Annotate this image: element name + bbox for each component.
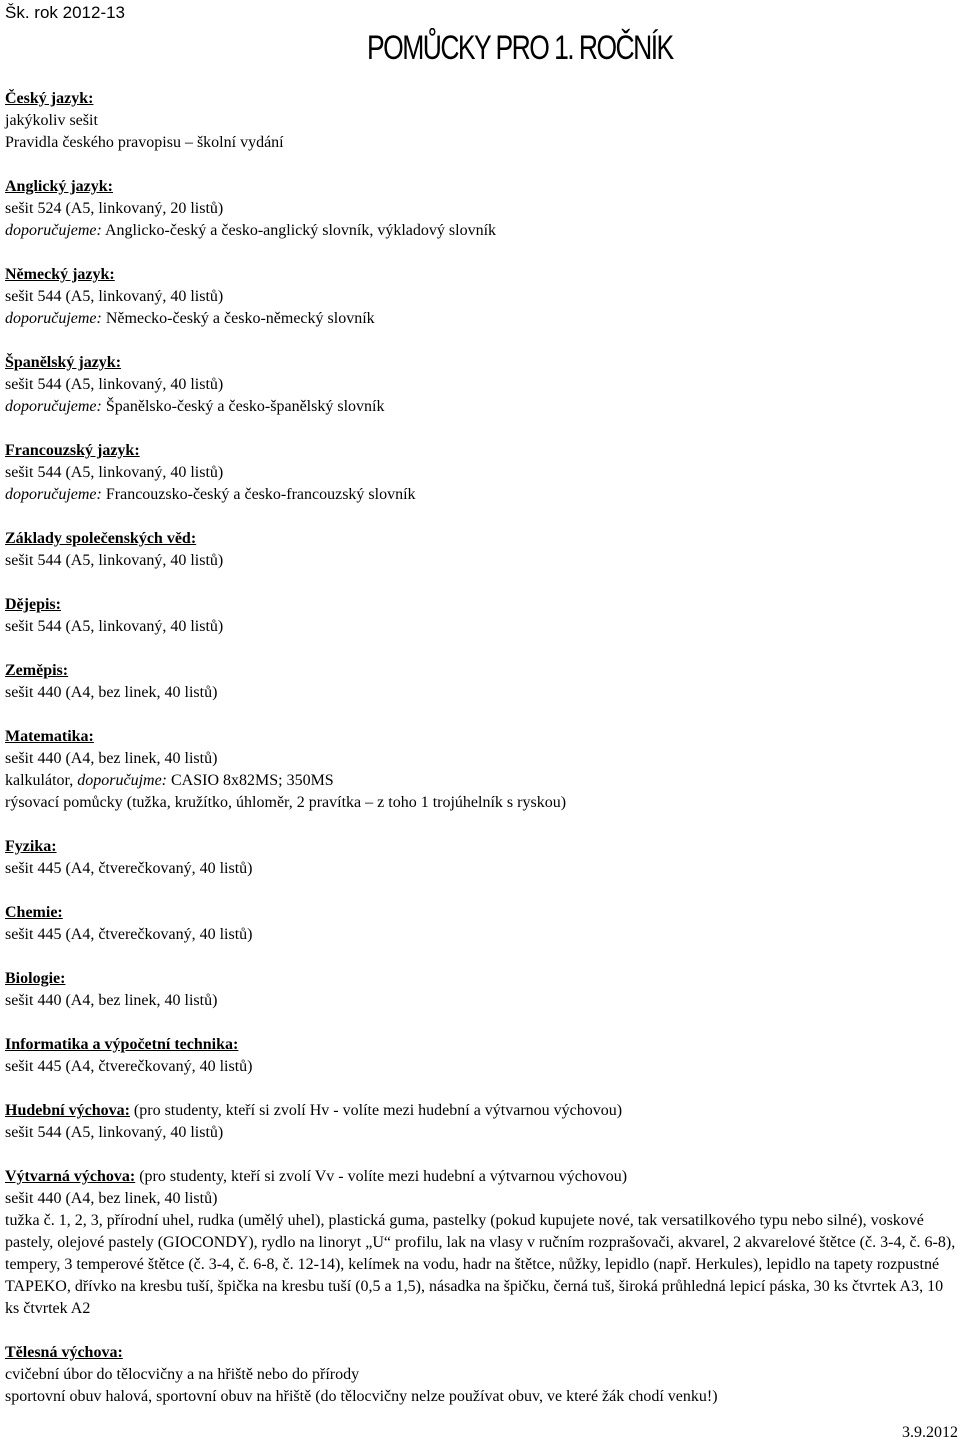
item-line <box>5 924 957 946</box>
subject-heading: Výtvarná výchova: <box>5 1168 136 1185</box>
subject-heading-line <box>5 88 957 110</box>
subject-heading: Zeměpis: <box>5 662 69 679</box>
subject-heading-line <box>5 726 957 748</box>
item-prefix: kalkulátor, <box>5 772 78 789</box>
subject-section <box>5 836 957 880</box>
subject-section <box>5 176 957 242</box>
item-text: sešit 544 (A5, linkovaný, 40 listů) <box>5 1124 224 1141</box>
item-text: sešit 544 (A5, linkovaný, 40 listů) <box>5 552 224 569</box>
item-line <box>5 396 957 418</box>
item-text: sešit 445 (A4, čtverečkovaný, 40 listů) <box>5 1058 253 1075</box>
subject-section <box>5 264 957 330</box>
item-line <box>5 132 957 154</box>
subject-heading-line <box>5 968 957 990</box>
subject-heading-line <box>5 176 957 198</box>
item-text: sešit 440 (A4, bez linek, 40 listů) <box>5 750 218 767</box>
subject-section <box>5 594 957 638</box>
item-text: tužka č. 1, 2, 3, přírodní uhel, rudka (umělý uhel), plastická guma, pastelky (pokud kupujete nové, tak versatilkového typu nebo silné), voskové pastely, olejové pastely (GIOCONDY), rydlo na linoryt „U“ profilu, lak na vlasy v ručním rozprašovači, akvarel, 2 akvarelové štětce (č. 3-4, č. 6-8), tempery, 3 temperové štětce (č. 3-4, č. 6-8, č. 12-14), kelímek na vodu, hadr na štětce, nůžky, lepidlo (např. Herkules), lepidlo na tapety rozpustné TAPEKO, dřívko na kresbu tuší, špička na kresbu tuší (0,5 a 1,5), násadka na špičku, černá tuš, široká průhledná lepicí páska, 30 ks čtvrtek A3, 10 ks čtvrtek A2 <box>5 1212 956 1317</box>
subject-heading: Matematika: <box>5 728 94 745</box>
subject-heading-line <box>5 1166 957 1188</box>
subject-section <box>5 352 957 418</box>
subject-heading-line <box>5 440 957 462</box>
item-text: Německo-český a česko-německý slovník <box>101 310 375 327</box>
item-text: sešit 445 (A4, čtverečkovaný, 40 listů) <box>5 926 253 943</box>
item-line <box>5 1122 957 1144</box>
subject-section <box>5 440 957 506</box>
subject-section <box>5 528 957 572</box>
item-line <box>5 220 957 242</box>
item-text: jakýkoliv sešit <box>5 112 98 129</box>
item-text: sešit 524 (A5, linkovaný, 20 listů) <box>5 200 224 217</box>
item-line <box>5 484 957 506</box>
item-text: sešit 440 (A4, bez linek, 40 listů) <box>5 684 218 701</box>
item-line <box>5 770 957 792</box>
subject-heading-line <box>5 902 957 924</box>
subject-heading: Biologie: <box>5 970 66 987</box>
subject-heading: Španělský jazyk: <box>5 354 122 371</box>
subject-heading: Hudební výchova: <box>5 1102 130 1119</box>
subject-heading: Francouzský jazyk: <box>5 442 140 459</box>
document-title: POMŮCKY PRO 1. ROČNÍK <box>367 29 673 67</box>
item-text: sportovní obuv halová, sportovní obuv na hřiště (do tělocvičny nelze používat obuv, ve které žák chodí venku!) <box>5 1388 718 1405</box>
item-text: sešit 544 (A5, linkovaný, 40 listů) <box>5 288 224 305</box>
item-text: Španělsko-český a česko-španělský slovník <box>101 398 385 415</box>
item-line <box>5 1386 957 1408</box>
item-line <box>5 1210 957 1320</box>
item-line <box>5 308 957 330</box>
item-text: sešit 440 (A4, bez linek, 40 listů) <box>5 1190 218 1207</box>
item-text: Pravidla českého pravopisu – školní vydání <box>5 134 284 151</box>
item-text: Anglicko-český a česko-anglický slovník, výkladový slovník <box>101 222 497 239</box>
subject-section <box>5 968 957 1012</box>
subject-heading-line <box>5 1342 957 1364</box>
subject-section <box>5 902 957 946</box>
item-line <box>5 748 957 770</box>
item-line <box>5 198 957 220</box>
subject-heading: Německý jazyk: <box>5 266 115 283</box>
item-line <box>5 286 957 308</box>
subject-section <box>5 660 957 704</box>
document-date: 3.9.2012 <box>902 1424 958 1441</box>
item-line <box>5 616 957 638</box>
recommendation-label: doporučujeme: <box>5 398 102 415</box>
item-line <box>5 792 957 814</box>
item-line <box>5 550 957 572</box>
subject-section <box>5 1100 957 1144</box>
item-line <box>5 462 957 484</box>
subject-section <box>5 1034 957 1078</box>
subject-section <box>5 1342 957 1408</box>
item-line <box>5 1364 957 1386</box>
item-text: sešit 544 (A5, linkovaný, 40 listů) <box>5 376 224 393</box>
item-text: sešit 440 (A4, bez linek, 40 listů) <box>5 992 218 1009</box>
subject-heading-line <box>5 1100 957 1122</box>
subject-heading: Dějepis: <box>5 596 61 613</box>
subject-heading-line <box>5 836 957 858</box>
item-text: cvičební úbor do tělocvičny a na hřiště nebo do přírody <box>5 1366 360 1383</box>
subject-heading: Anglický jazyk: <box>5 178 113 195</box>
subject-section <box>5 1166 957 1320</box>
recommendation-label: doporučujeme: <box>5 310 102 327</box>
subject-heading: Český jazyk: <box>5 90 94 107</box>
subject-section <box>5 88 957 154</box>
recommendation-label: doporučujme: <box>77 772 167 789</box>
subject-heading: Fyzika: <box>5 838 57 855</box>
subject-section <box>5 726 957 814</box>
item-text: sešit 445 (A4, čtverečkovaný, 40 listů) <box>5 860 253 877</box>
subject-note: (pro studenty, kteří si zvolí Vv - volíte mezi hudební a výtvarnou výchovou) <box>135 1168 628 1185</box>
subject-heading: Chemie: <box>5 904 63 921</box>
supply-list <box>5 88 957 1430</box>
subject-heading-line <box>5 1034 957 1056</box>
item-line <box>5 110 957 132</box>
subject-heading: Informatika a výpočetní technika: <box>5 1036 239 1053</box>
subject-heading: Tělesná výchova: <box>5 1344 123 1361</box>
subject-heading-line <box>5 528 957 550</box>
subject-heading-line <box>5 594 957 616</box>
item-line <box>5 682 957 704</box>
subject-heading-line <box>5 264 957 286</box>
subject-heading: Základy společenských věd: <box>5 530 197 547</box>
item-line <box>5 374 957 396</box>
item-text: CASIO 8x82MS; 350MS <box>167 772 334 789</box>
subject-heading-line <box>5 352 957 374</box>
subject-heading-line <box>5 660 957 682</box>
item-text: rýsovací pomůcky (tužka, kružítko, úhloměr, 2 pravítka – z toho 1 trojúhelník s ryskou) <box>5 794 567 811</box>
item-line <box>5 1188 957 1210</box>
item-text: Francouzsko-český a česko-francouzský slovník <box>101 486 416 503</box>
item-text: sešit 544 (A5, linkovaný, 40 listů) <box>5 464 224 481</box>
item-text: sešit 544 (A5, linkovaný, 40 listů) <box>5 618 224 635</box>
school-year: Šk. rok 2012-13 <box>5 3 126 22</box>
subject-note: (pro studenty, kteří si zvolí Hv - volíte mezi hudební a výtvarnou výchovou) <box>129 1102 623 1119</box>
recommendation-label: doporučujeme: <box>5 222 102 239</box>
item-line <box>5 858 957 880</box>
item-line <box>5 1056 957 1078</box>
item-line <box>5 990 957 1012</box>
recommendation-label: doporučujeme: <box>5 486 102 503</box>
